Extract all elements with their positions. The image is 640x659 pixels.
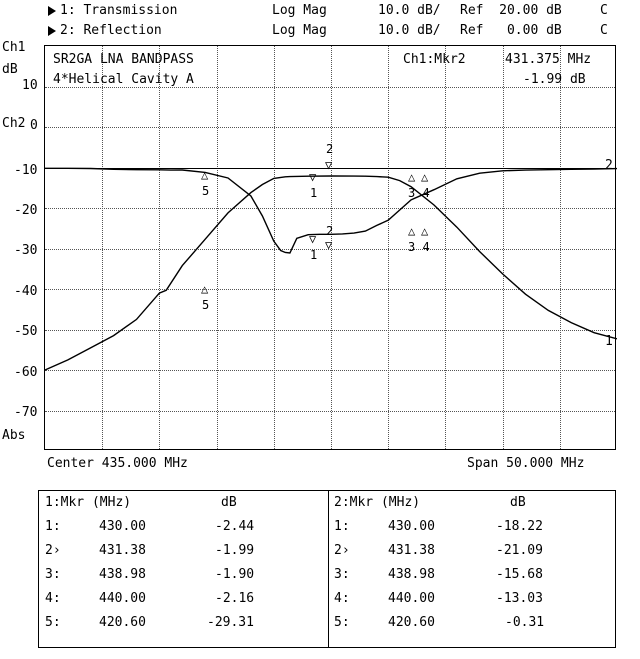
plot-marker-1-reflection[interactable]: ▽: [309, 232, 317, 246]
marker-table1-row-freq: 440.00: [99, 591, 146, 606]
channel2-reference: Ref 0.00 dB: [460, 23, 562, 38]
trace-graticule[interactable]: [44, 45, 616, 450]
marker-table1-row-freq: 438.98: [99, 567, 146, 582]
plot-marker-5-transmission[interactable]: △: [201, 282, 209, 296]
plot-marker-4-transmission[interactable]: △: [421, 170, 429, 184]
span-label: Span 50.000 MHz: [467, 456, 585, 471]
marker-table2-row-value: -18.22: [496, 519, 543, 534]
ytick-label: -30: [14, 243, 38, 258]
channel1-scale: 10.0 dB/: [378, 3, 441, 18]
marker-table2-row-freq: 438.98: [388, 567, 435, 582]
marker-table1-row-index: 3:: [45, 567, 61, 582]
marker-table1-row-index: 2›: [45, 543, 61, 558]
ytick-label: -40: [14, 284, 38, 299]
plot-title-line1: SR2GA LNA BANDPASS: [53, 52, 194, 67]
marker-table-divider: [328, 491, 329, 647]
channel1-correction-flag: C: [600, 3, 608, 18]
channel1-reference: Ref 20.00 dB: [460, 3, 562, 18]
marker-table1-row-index: 5:: [45, 615, 61, 630]
marker-table1-row-value: -2.16: [215, 591, 255, 606]
marker-readout-label: Ch1:Mkr2: [403, 52, 466, 67]
marker-table2-row-freq: 430.00: [388, 519, 435, 534]
marker-readout-frequency: 431.375 MHz: [505, 52, 592, 67]
marker-table1-row-freq: 431.38: [99, 543, 146, 558]
marker-table2-row-freq: 431.38: [388, 543, 435, 558]
plot-marker-1-transmission[interactable]: ▽: [309, 170, 317, 184]
plot-marker-5-reflection-label: 5: [202, 184, 210, 198]
marker-table1-row-index: 1:: [45, 519, 61, 534]
ch1-label: Ch1: [2, 40, 26, 55]
ytick-label: 10: [22, 78, 38, 93]
marker-table2-row-value: -0.31: [505, 615, 545, 630]
plot-marker-2-transmission[interactable]: ▽: [325, 158, 333, 172]
plot-marker-2-reflection[interactable]: ▽: [325, 238, 333, 252]
marker-table1-row-value: -1.99: [215, 543, 255, 558]
abs-label: Abs: [2, 428, 26, 443]
plot-marker-3-transmission[interactable]: △: [408, 170, 416, 184]
channel2-inactive-icon: [48, 26, 56, 36]
channel2-scale: 10.0 dB/: [378, 23, 441, 38]
marker-table2-row-value: -15.68: [496, 567, 543, 582]
marker-table1-row-index: 4:: [45, 591, 61, 606]
marker-table2-row-freq: 440.00: [388, 591, 435, 606]
channel2-format: Log Mag: [272, 23, 327, 38]
plot-marker-34-transmission-labels: 3 4: [408, 186, 430, 200]
marker-table1-row-value: -29.31: [207, 615, 254, 630]
ytick-label: -50: [14, 324, 38, 339]
plot-marker-5-reflection[interactable]: △: [201, 168, 209, 182]
ch2-label: Ch2: [2, 116, 26, 131]
marker-table2-row-index: 1:: [334, 519, 350, 534]
channel2-title: 2: Reflection: [60, 23, 162, 38]
trace-transmission: [45, 176, 617, 370]
marker-table2-row-value: -21.09: [496, 543, 543, 558]
plot-title-line2: 4*Helical Cavity A: [53, 72, 194, 87]
db-unit-label: dB: [2, 62, 18, 77]
marker-table1-row-freq: 430.00: [99, 519, 146, 534]
ytick-label: -10: [14, 163, 38, 178]
plot-marker-2-label-reflection: 2: [326, 224, 334, 238]
marker-table1-row-value: -1.90: [215, 567, 255, 582]
marker-table-container: [38, 490, 616, 648]
channel2-correction-flag: C: [600, 23, 608, 38]
ytick-label: -60: [14, 365, 38, 380]
plot-marker-34-reflection-labels: 3 4: [408, 240, 430, 254]
marker-table2-row-value: -13.03: [496, 591, 543, 606]
center-frequency-label: Center 435.000 MHz: [47, 456, 188, 471]
ytick-label: 0: [30, 118, 38, 133]
plot-marker-5-transmission-label: 5: [202, 298, 210, 312]
channel1-format: Log Mag: [272, 3, 327, 18]
marker-table2-row-index: 2›: [334, 543, 350, 558]
marker-table1-row-freq: 420.60: [99, 615, 146, 630]
trace2-endpoint-label: 2: [605, 158, 613, 173]
channel1-title: 1: Transmission: [60, 3, 178, 18]
marker-table1-row-value: -2.44: [215, 519, 255, 534]
ytick-label: -20: [14, 203, 38, 218]
marker-table2-row-index: 5:: [334, 615, 350, 630]
marker-readout-value: -1.99 dB: [523, 72, 586, 87]
plot-marker-4-reflection[interactable]: △: [421, 224, 429, 238]
plot-marker-3-reflection[interactable]: △: [408, 224, 416, 238]
plot-marker-1-reflection-label: 1: [310, 248, 318, 262]
marker-table2-row-freq: 420.60: [388, 615, 435, 630]
marker-table1-unit: dB: [221, 495, 237, 510]
marker-table2-row-index: 3:: [334, 567, 350, 582]
marker-table2-row-index: 4:: [334, 591, 350, 606]
plot-marker-2-label-top: 2: [326, 142, 334, 156]
ytick-label: -70: [14, 405, 38, 420]
plot-marker-1-transmission-label: 1: [310, 186, 318, 200]
marker-table2-unit: dB: [510, 495, 526, 510]
channel1-active-icon: [48, 6, 56, 16]
marker-table2-title: 2:Mkr (MHz): [334, 495, 421, 510]
marker-table1-title: 1:Mkr (MHz): [45, 495, 132, 510]
trace1-endpoint-label: 1: [605, 334, 613, 349]
